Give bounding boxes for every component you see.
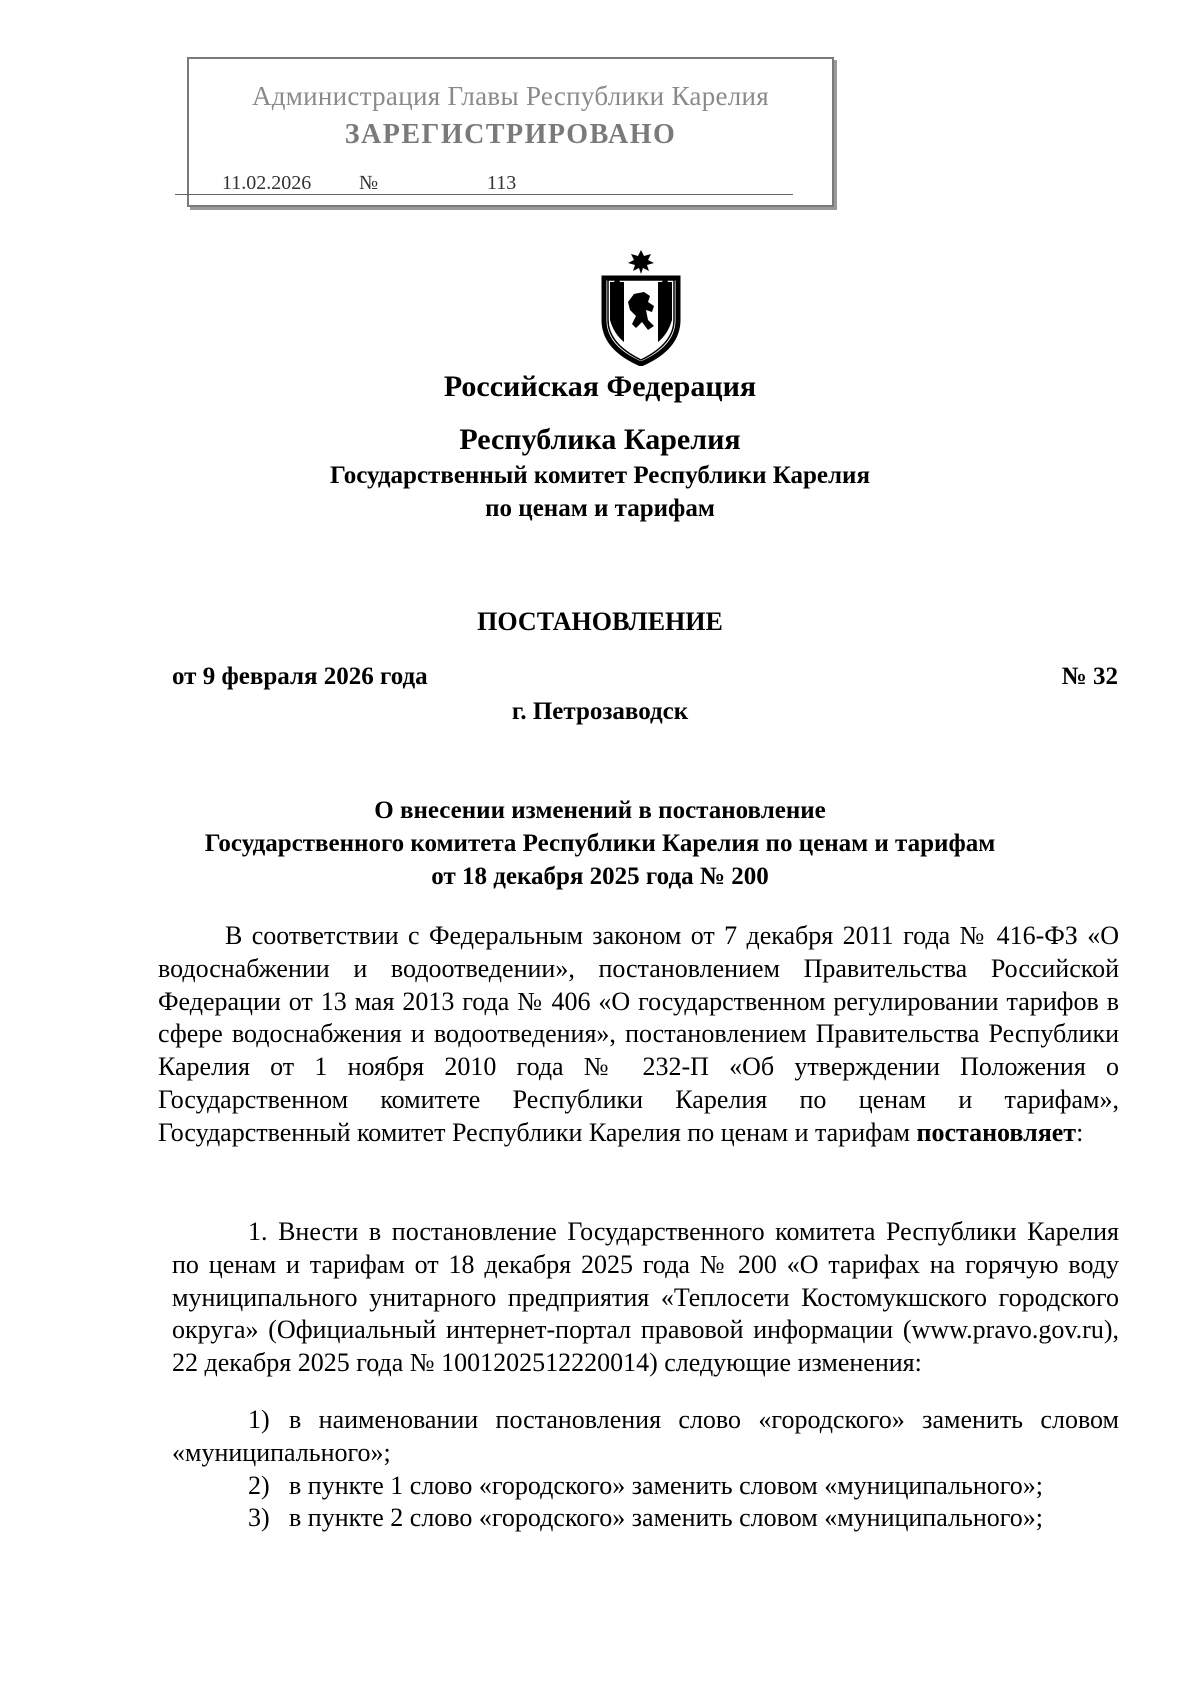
sub-item-number: 2) [248,1470,270,1500]
item-1-paragraph [172,1216,1119,1380]
document-title-line3: от 18 декабря 2025 года № 200 [431,863,769,890]
stamp-organization: Администрация Главы Республики Карелия [251,81,770,111]
list-item [172,1470,1119,1503]
sub-item-number: 3) [248,1503,270,1533]
stamp-date: 11.02.2026 [222,172,312,194]
stamp-status: ЗАРЕГИСТРИРОВАНО [344,119,677,150]
document-title-line2: Государственного комитета Республики Карелия по ценам и тарифам [204,830,996,857]
sub-item-number: 1) [248,1405,270,1434]
sub-item-text: в пункте 2 слово «городского» заменить словом «муниципального»; [289,1503,1043,1533]
document-type: ПОСТАНОВЛЕНИЕ [477,607,723,636]
sub-item-text: в пункте 1 слово «городского» заменить словом «муниципального»; [289,1470,1043,1500]
registration-stamp [187,57,834,207]
list-item [172,1404,1119,1470]
item-1-text: 1. Внести в постановление Государственного комитета Республики Карелия по ценам и тарифам от 18 декабря 2025 года № 200 «О тарифах на горячую воду муниципального унитарного предприятия «Теплосети Костомукшского городского округа» (Официальный интернет-портал правовой информации (www.pravo.gov.ru), 22 декабря 2025 года № 1001202512220014) следующие изменения: [172,1217,1119,1378]
document-city: г. Петрозаводск [511,698,689,725]
document-title-line1: О внесении изменений в постановление [374,797,826,824]
header-federation: Российская Федерация [443,370,757,403]
header-republic: Республика Карелия [459,423,741,456]
header-committee-line1: Государственный комитет Республики Карелия [330,462,870,489]
sub-item-text: в наименовании постановления слово «городского» заменить словом «муниципального»; [172,1405,1119,1467]
stamp-number: 113 [487,172,517,194]
resolves-colon: : [1076,1117,1084,1147]
karelia-coat-of-arms-icon [594,250,688,366]
header-committee-line2: по ценам и тарифам [485,495,715,522]
resolves-word: постановляет [916,1117,1077,1147]
preamble-paragraph [158,920,1119,1150]
stamp-number-sign: № [359,172,379,194]
document-number: № 32 [1061,663,1118,690]
list-item [172,1502,1119,1535]
document-date: от 9 февраля 2026 года [172,663,428,690]
sub-items-list [172,1404,1119,1535]
preamble-text: В соответствии с Федеральным законом от 7 декабря 2011 года № 416-ФЗ «О водоснабжении и водоотведении», постановлением Правительства Российской Федерации от 13 мая 2013 года № 406 «О государственном регулировании тарифов в сфере водоснабжения и водоотведения», постановлением Правительства Республики Карелия от 1 ноября 2010 года № 232-П «Об утверждении Положения о Государственном комитете Республики Карелия по ценам и тарифам», Государственный комитет Республики Карелия по ценам и тарифам [158,921,1119,1147]
